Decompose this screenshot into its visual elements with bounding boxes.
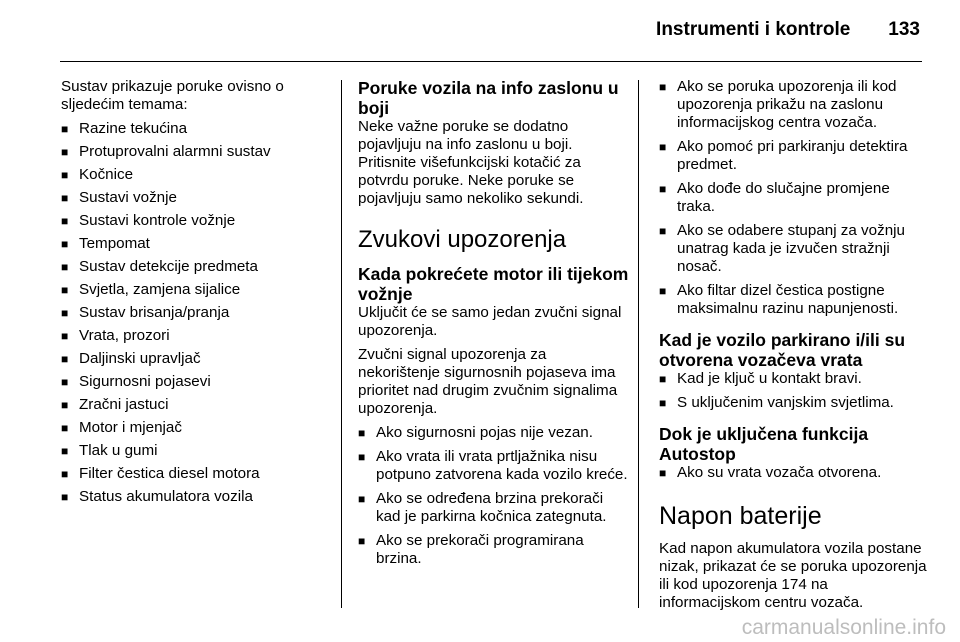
section-heading: Kada pokrećete motor ili tijekom vožnje xyxy=(358,264,629,304)
section-title: Zvukovi upozorenja xyxy=(358,226,567,253)
list-item: ■ Ako se odabere stupanj za vožnju unatrag kada je izvučen stražnji nosač. xyxy=(659,222,929,276)
column-divider-2 xyxy=(638,80,639,608)
paragraph: Zvučni signal upozorenja za nekorištenje sigurnosnih pojaseva ima prioritet nad drugim zvučnim signalima upozorenja. xyxy=(358,346,618,417)
list-item: ■ Tempomat xyxy=(61,235,329,253)
list-item: ■ Ako dođe do slučajne promjene traka. xyxy=(659,180,929,216)
paragraph: Neke važne poruke se dodatno pojavljuju na info zaslonu u boji. Pritisnite višefunkcijski kotačić za potvrdu poruke. Neke poruke se pojavljuju samo nekoliko sekundi. xyxy=(358,118,584,207)
column-2 xyxy=(358,78,630,574)
list-item: ■ Zračni jastuci xyxy=(61,396,329,414)
page-number: 133 xyxy=(888,19,920,40)
topic-list xyxy=(61,120,329,506)
list-item: ■ Ako vrata ili vrata prtljažnika nisu potpuno zatvorena kada vozilo kreće. xyxy=(358,448,630,484)
list-item: ■ Ako sigurnosni pojas nije vezan. xyxy=(358,424,630,442)
section-title: Napon baterije xyxy=(659,502,822,530)
list-item: ■ Filter čestica diesel motora xyxy=(61,465,329,483)
list-item: ■ Daljinski upravljač xyxy=(61,350,329,368)
column-3 xyxy=(659,78,929,618)
paragraph: Uključit će se samo jedan zvučni signal upozorenja. xyxy=(358,304,622,339)
header-rule xyxy=(60,61,922,62)
list-item: ■ Ako se prekorači programirana brzina. xyxy=(358,532,630,568)
list-item: ■ Vrata, prozori xyxy=(61,327,329,345)
list-item: ■ S uključenim vanjskim svjetlima. xyxy=(659,394,929,412)
list-item: ■ Ako su vrata vozača otvorena. xyxy=(659,464,929,482)
warning-list xyxy=(659,464,929,482)
warning-list xyxy=(659,78,929,318)
paragraph: Kad napon akumulatora vozila postane nizak, prikazat će se poruka upozorenja ili kod upozorenja 174 na informacijskom centru vozača. xyxy=(659,540,927,611)
list-item: ■ Status akumulatora vozila xyxy=(61,488,329,506)
warning-list xyxy=(659,370,929,412)
watermark: carmanualsonline.info xyxy=(741,616,946,639)
list-item: ■ Ako se poruka upozorenja ili kod upozorenja prikažu na zaslonu informacijskog centra vozača. xyxy=(659,78,929,132)
list-item: ■ Sustav brisanja/pranja xyxy=(61,304,329,322)
list-item: ■ Sigurnosni pojasevi xyxy=(61,373,329,391)
list-item: ■ Kočnice xyxy=(61,166,329,184)
intro-text: Sustav prikazuje poruke ovisno o sljedećim temama: xyxy=(61,78,284,113)
list-item: ■ Svjetla, zamjena sijalice xyxy=(61,281,329,299)
page-header-title: Instrumenti i kontrole xyxy=(656,19,851,40)
list-item: ■ Protuprovalni alarmni sustav xyxy=(61,143,329,161)
column-divider-1 xyxy=(341,80,342,608)
list-item: ■ Ako se određena brzina prekorači kad je parkirna kočnica zategnuta. xyxy=(358,490,630,526)
list-item: ■ Sustavi vožnje xyxy=(61,189,329,207)
list-item: ■ Tlak u gumi xyxy=(61,442,329,460)
list-item: ■ Motor i mjenjač xyxy=(61,419,329,437)
list-item: ■ Ako pomoć pri parkiranju detektira predmet. xyxy=(659,138,929,174)
list-item: ■ Sustav detekcije predmeta xyxy=(61,258,329,276)
section-heading: Poruke vozila na info zaslonu u boji xyxy=(358,78,619,118)
page-header xyxy=(60,10,920,50)
list-item: ■ Ako filtar dizel čestica postigne maksimalnu razinu napunjenosti. xyxy=(659,282,929,318)
section-heading: Dok je uključena funkcija Autostop xyxy=(659,424,869,464)
section-heading: Kad je vozilo parkirano i/ili su otvorena vozačeva vrata xyxy=(659,330,906,370)
list-item: ■ Sustavi kontrole vožnje xyxy=(61,212,329,230)
column-1 xyxy=(61,78,329,511)
warning-list xyxy=(358,424,630,568)
list-item: ■ Razine tekućina xyxy=(61,120,329,138)
list-item: ■ Kad je ključ u kontakt bravi. xyxy=(659,370,929,388)
